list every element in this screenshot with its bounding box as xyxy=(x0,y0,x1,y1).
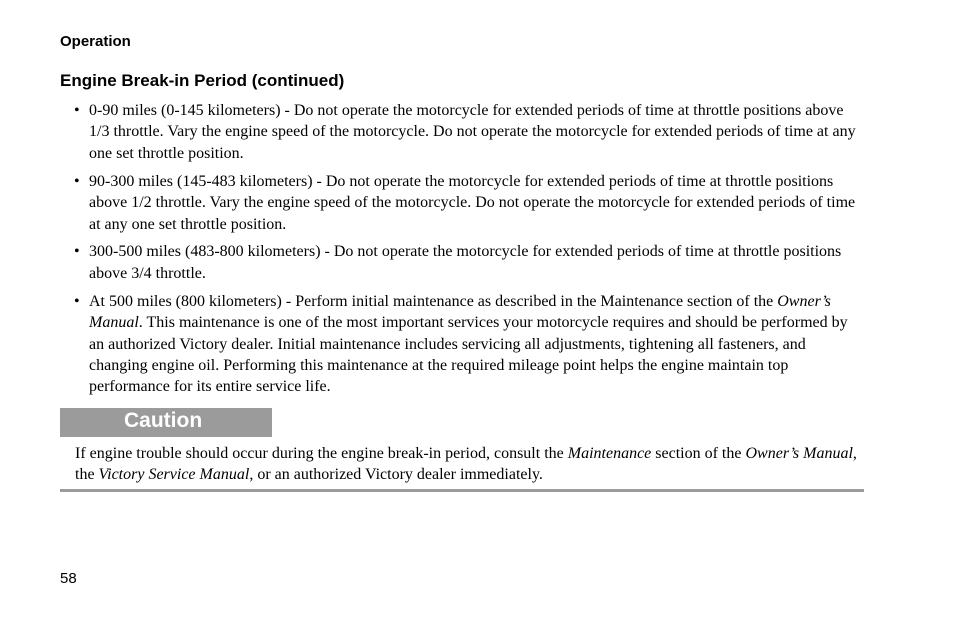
manual-title: Victory Service Manual xyxy=(98,466,250,484)
bullet-icon: • xyxy=(74,102,80,119)
list-item-text: 300-500 miles (483-800 kilometers) - Do not operate the motorcycle for extended periods of time at throttle positions above 3/4 throttle. xyxy=(89,243,842,282)
list-item-text: 90-300 miles (145-483 kilometers) - Do not operate the motorcycle for extended periods of time at throttle positions above 1/2 throttle. Vary the engine speed of the motorcycle. Do not operate the motorcycle for extended periods of time at any one set throttle position. xyxy=(89,172,856,233)
page-number: 58 xyxy=(60,570,77,587)
list-item xyxy=(74,291,864,398)
list-item-text xyxy=(89,293,848,396)
list-item xyxy=(74,171,864,235)
text-segment: If engine trouble should occur during the engine break-in period, consult the xyxy=(75,445,568,462)
list-item xyxy=(74,241,864,284)
caution-text xyxy=(75,443,865,486)
manual-title: Maintenance xyxy=(567,445,652,462)
text-segment: , or an authorized Victory dealer immediately. xyxy=(249,466,543,484)
manual-title: Owner’s Manual xyxy=(745,445,853,462)
break-in-list xyxy=(74,100,864,404)
caution-divider xyxy=(60,489,864,492)
list-item-text: 0-90 miles (0-145 kilometers) - Do not operate the motorcycle for extended periods of time at throttle positions above 1/3 throttle. Vary the engine speed of the motorcycle. Do not operate the motorcycle for extended periods of time at any one set throttle position. xyxy=(89,102,856,162)
page-heading: Engine Break-in Period (continued) xyxy=(60,71,345,90)
bullet-icon: • xyxy=(74,292,80,310)
list-item xyxy=(74,100,864,164)
bullet-icon: • xyxy=(74,172,80,190)
bullet-icon: • xyxy=(74,243,80,261)
text-segment: . This maintenance is one of the most important services your motorcycle requires and should be performed by an authorized Victory dealer. Initial maintenance includes servicing all adjustments, tightening all fasteners, and changing engine oil. Performing this maintenance at the required mileage point helps the engine maintain top performance for its entire service life. xyxy=(89,314,848,396)
text-segment: , the xyxy=(75,445,857,484)
text-segment: At 500 miles (800 kilometers) - Perform initial maintenance as described in the Maintenance section of the xyxy=(89,292,778,310)
manual-title: Owner’s Manual xyxy=(89,292,831,332)
caution-banner xyxy=(60,408,272,437)
section-label: Operation xyxy=(60,33,131,50)
caution-title: Caution xyxy=(124,409,203,432)
text-segment: section of the xyxy=(651,445,746,462)
